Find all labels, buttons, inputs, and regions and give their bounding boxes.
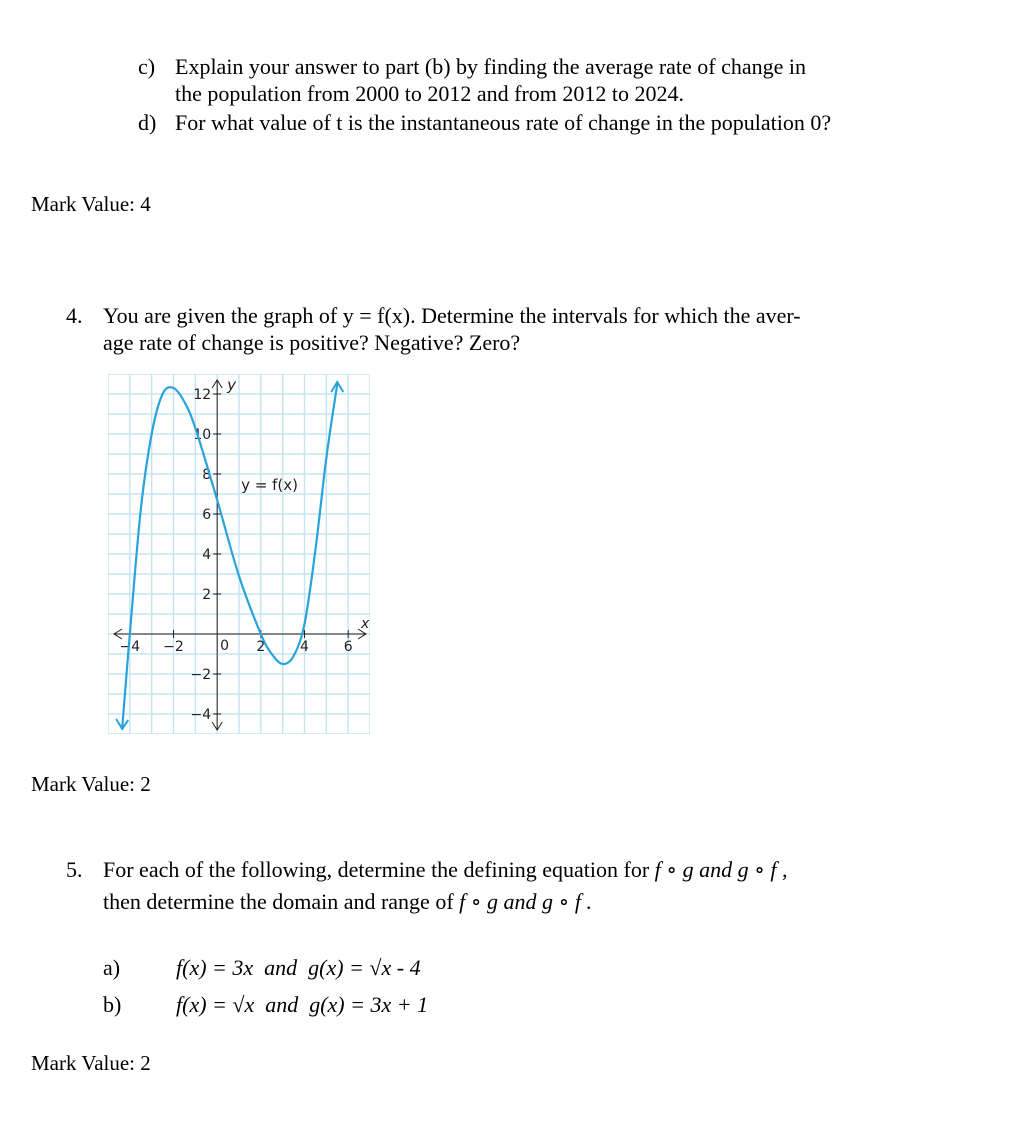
y-tick-label: 4 xyxy=(202,547,212,563)
curve-label: y = f(x) xyxy=(241,476,299,494)
x-tick-label: 2 xyxy=(256,639,266,655)
q3-part-c-label: c) xyxy=(138,54,156,79)
q5-part-b-and: and xyxy=(265,992,299,1017)
y-tick-label: 10 xyxy=(193,427,212,443)
x-tick-label: 0 xyxy=(220,638,230,654)
q3-part-c-line2: the population from 2000 to 2012 and from 2012 to 2024. xyxy=(175,81,684,106)
q5-line1-text: For each of the following, determine the defining equation for xyxy=(103,857,650,882)
q4-line1: You are given the graph of y = f(x). Determine the intervals for which the aver- xyxy=(103,303,801,328)
y-tick-label: 6 xyxy=(202,507,212,523)
y-tick-label: −4 xyxy=(190,707,212,723)
function-graph xyxy=(108,374,370,734)
y-axis-label: y xyxy=(227,376,237,394)
q5-part-b-equation xyxy=(176,991,428,1018)
x-tick-label: 6 xyxy=(343,639,353,655)
y-tick-label: 12 xyxy=(193,387,212,403)
q3-part-c-line1: Explain your answer to part (b) by finding the average rate of change in xyxy=(175,54,807,79)
x-tick-label: −4 xyxy=(119,639,141,655)
q5-line2 xyxy=(103,888,592,915)
q5-mark-value: Mark Value: 2 xyxy=(31,1051,151,1075)
q5-line1 xyxy=(103,856,787,883)
x-tick-label: −2 xyxy=(163,639,184,655)
q5-part-b-label: b) xyxy=(103,992,122,1017)
q5-part-a-and: and xyxy=(264,955,298,980)
q5-part-a-g: g(x) = √x - 4 xyxy=(308,955,421,980)
q3-mark-value: Mark Value: 4 xyxy=(31,192,151,216)
y-tick-label: −2 xyxy=(190,667,212,683)
q3-part-d-label: d) xyxy=(138,110,157,135)
q4-mark-value: Mark Value: 2 xyxy=(31,772,151,796)
q5-part-a-label: a) xyxy=(103,955,121,980)
q5-line1-math: f ∘ g and g ∘ f , xyxy=(654,857,788,882)
q3-part-d-line1: For what value of t is the instantaneous rate of change in the population 0? xyxy=(175,110,832,135)
q5-line2-math: f ∘ g and g ∘ f . xyxy=(459,889,592,914)
x-tick-label: 4 xyxy=(300,639,309,655)
x-axis-label: x xyxy=(361,616,370,632)
q5-part-b-f: f(x) = √x xyxy=(176,992,255,1017)
q5-part-b-g: g(x) = 3x + 1 xyxy=(309,992,429,1017)
graph-ticks xyxy=(120,387,353,723)
y-tick-label: 2 xyxy=(202,587,212,603)
q5-number: 5. xyxy=(66,857,83,882)
y-tick-label: 8 xyxy=(202,467,212,483)
q5-part-a-equation xyxy=(176,954,421,981)
q5-line2-text: then determine the domain and range of xyxy=(103,889,454,914)
q5-part-a-f: f(x) = 3x xyxy=(176,955,254,980)
q4-line2: age rate of change is positive? Negative? Zero? xyxy=(103,330,521,355)
q4-number: 4. xyxy=(66,303,83,328)
